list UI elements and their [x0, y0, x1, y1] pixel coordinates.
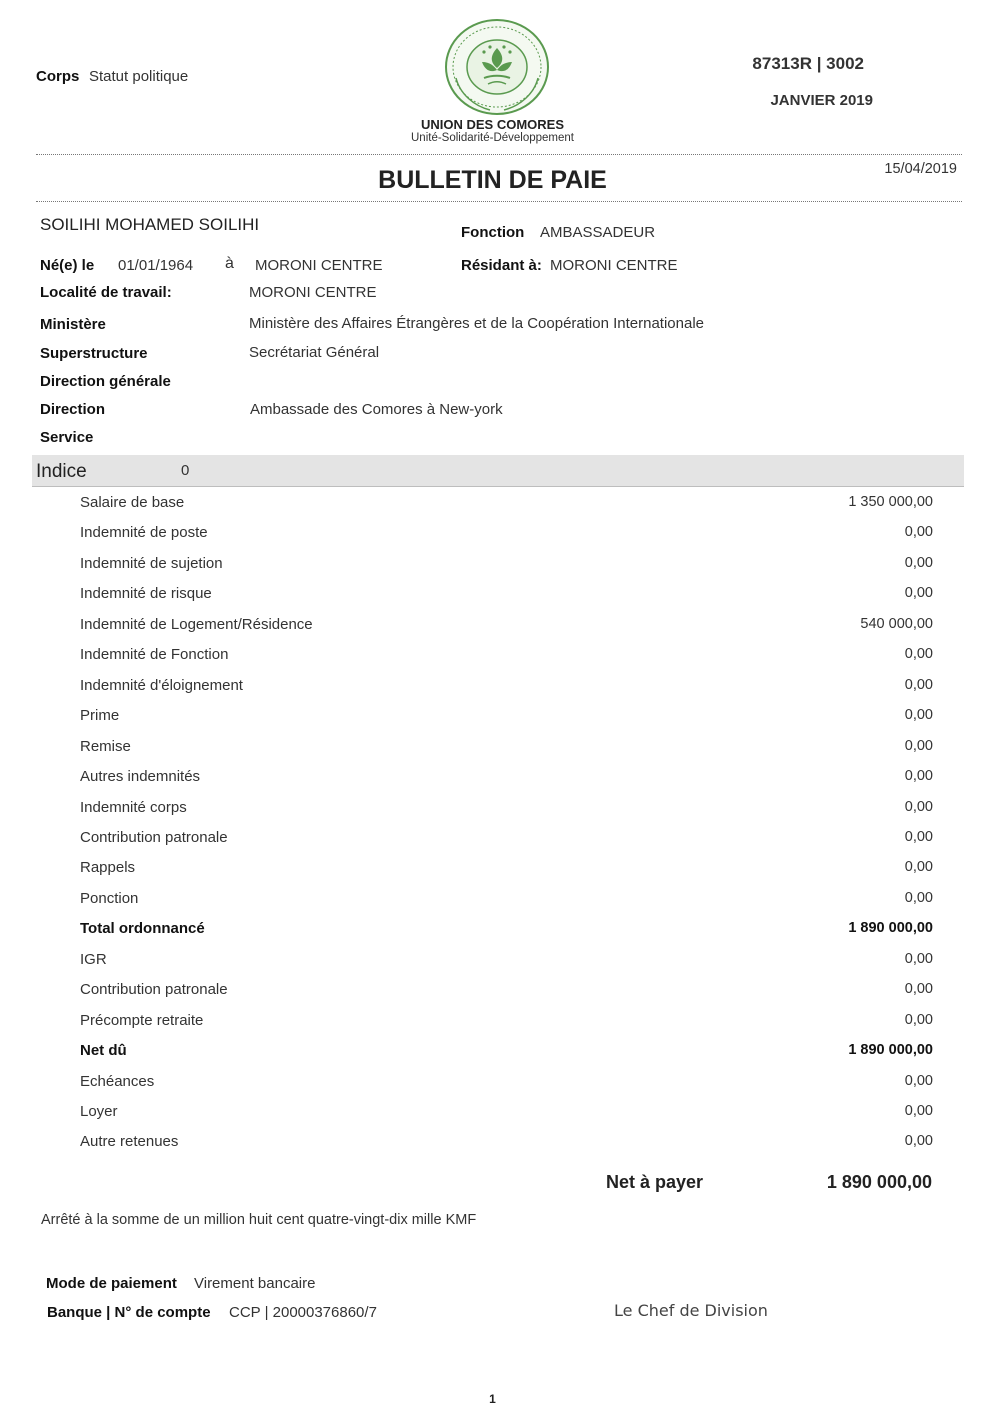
pay-line-amount: 0,00: [904, 676, 933, 693]
org-name: UNION DES COMORES: [420, 117, 564, 132]
pay-period: JANVIER 2019: [770, 92, 873, 109]
pay-line-label: Indemnité corps: [80, 798, 187, 816]
pay-line-label: Indemnité de poste: [80, 524, 208, 542]
indice-bar: [32, 455, 964, 487]
pay-line-label: Rappels: [80, 859, 136, 877]
national-emblem-seal-icon: [444, 18, 550, 116]
pay-line-label: Indemnité d'éloignement: [80, 676, 243, 694]
pay-line-label: Loyer: [80, 1103, 118, 1120]
pay-line: [80, 585, 933, 605]
pay-line: [80, 738, 933, 758]
pay-line: [80, 1103, 933, 1123]
service-label: Service: [40, 429, 94, 446]
pay-line-amount: 1 350 000,00: [848, 494, 933, 510]
bank-label: Banque | N° de compte: [47, 1304, 211, 1321]
resident-label: Résidant à:: [461, 257, 542, 274]
direction-label: Direction: [40, 401, 106, 418]
fonction-label: Fonction: [461, 224, 525, 241]
direction-generale-label: Direction générale: [40, 373, 171, 390]
pay-line: [80, 1012, 933, 1032]
document-title: BULLETIN DE PAIE: [378, 166, 607, 194]
pay-line-amount: 0,00: [904, 707, 933, 724]
pay-line-amount: 0,00: [904, 1011, 933, 1028]
pay-line-label: Total ordonnancé: [80, 920, 205, 938]
org-motto: Unité-Solidarité-Développement: [411, 132, 574, 144]
pay-line: [80, 981, 933, 1001]
pay-line-amount: 0,00: [904, 859, 933, 876]
pay-line-label: Salaire de base: [80, 494, 185, 511]
pay-line: [80, 829, 933, 849]
signature-title: Le Chef de Division: [614, 1301, 768, 1320]
pay-line: [80, 859, 933, 879]
pay-line: [80, 707, 933, 727]
bank-value: CCP | 20000376860/7: [229, 1304, 377, 1321]
pay-line-amount: 0,00: [904, 554, 933, 571]
pay-line: [80, 890, 933, 910]
pay-line: [80, 951, 933, 971]
pay-line-amount: 0,00: [904, 1133, 933, 1150]
pay-line-amount: 0,00: [904, 646, 933, 663]
pay-line-label: Echéances: [80, 1072, 155, 1090]
ministere-value: Ministère des Affaires Étrangères et de la Coopération Internationale: [249, 315, 704, 332]
pay-line-label: Autres indemnités: [80, 768, 201, 786]
pay-line-amount: 1 890 000,00: [848, 920, 933, 937]
pay-line-label: Ponction: [80, 889, 139, 907]
employee-name: SOILIHI MOHAMED SOILIHI: [40, 215, 260, 234]
pay-line-amount: 0,00: [904, 1103, 933, 1119]
issue-date: 15/04/2019: [884, 161, 957, 177]
net-amount: 1 890 000,00: [826, 1172, 932, 1192]
pay-line-amount: 0,00: [904, 889, 933, 906]
pay-line-amount: 1 890 000,00: [848, 1042, 933, 1059]
pay-line-amount: 0,00: [904, 950, 933, 967]
page-number: 1: [489, 1392, 496, 1406]
corps-value: Statut politique: [89, 68, 189, 85]
pay-line-amount: 0,00: [904, 1072, 933, 1089]
born-date: 01/01/1964: [118, 257, 194, 274]
pay-line-label: Indemnité de risque: [80, 585, 212, 603]
pay-line-label: Net dû: [80, 1042, 127, 1060]
pay-line-amount: 0,00: [904, 524, 933, 541]
born-place: MORONI CENTRE: [255, 257, 383, 274]
pay-line-label: Précompte retraite: [80, 1011, 204, 1029]
payment-mode-value: Virement bancaire: [194, 1275, 316, 1292]
corps-label: Corps: [36, 68, 80, 85]
pay-line: [80, 1073, 933, 1093]
direction-value: Ambassade des Comores à New-york: [250, 401, 503, 418]
pay-line-amount: 0,00: [904, 828, 933, 845]
pay-line-label: Indemnité de Logement/Résidence: [80, 615, 313, 633]
born-at: à: [225, 255, 234, 272]
resident-value: MORONI CENTRE: [550, 257, 678, 274]
pay-line: [80, 646, 933, 666]
amount-in-words: Arrêté à la somme de un million huit cent quatre-vingt-dix mille KMF: [41, 1212, 477, 1228]
pay-line: [80, 1133, 933, 1153]
pay-line-amount: 0,00: [904, 768, 933, 785]
pay-line-label: Prime: [80, 707, 120, 725]
pay-line-label: Indemnité de sujetion: [80, 554, 223, 572]
pay-line-amount: 540 000,00: [860, 615, 933, 632]
pay-line-label: Remise: [80, 737, 131, 755]
pay-line-amount: 0,00: [904, 737, 933, 754]
pay-line-label: Contribution patronale: [80, 828, 228, 846]
localite-value: MORONI CENTRE: [249, 284, 377, 301]
indice-label: Indice: [36, 461, 87, 482]
superstructure-label: Superstructure: [40, 345, 148, 362]
pay-line: [80, 677, 933, 697]
pay-line: [80, 524, 933, 544]
indice-value: 0: [181, 462, 190, 479]
pay-line: [80, 799, 933, 819]
pay-line-label: Contribution patronale: [80, 981, 228, 999]
pay-line: [80, 616, 933, 636]
pay-line: [80, 555, 933, 575]
pay-line: [80, 768, 933, 788]
pay-line-amount: 0,00: [904, 585, 933, 602]
fonction-value: AMBASSADEUR: [540, 224, 656, 241]
pay-line-amount: 0,00: [904, 798, 933, 815]
pay-line-label: Autre retenues: [80, 1133, 179, 1151]
header-divider: [36, 154, 962, 155]
pay-line-label: Indemnité de Fonction: [80, 646, 229, 664]
net-label: Net à payer: [606, 1172, 704, 1192]
born-label: Né(e) le: [40, 257, 95, 274]
matricule: 87313R | 3002: [752, 54, 864, 73]
pay-line: [80, 494, 933, 514]
payment-mode-label: Mode de paiement: [46, 1275, 177, 1292]
superstructure-value: Secrétariat Général: [249, 344, 380, 361]
title-divider: [36, 201, 962, 202]
ministere-label: Ministère: [40, 316, 106, 333]
pay-line-label: IGR: [80, 950, 107, 968]
pay-line: [80, 1042, 933, 1062]
pay-line-amount: 0,00: [904, 981, 933, 998]
pay-line: [80, 920, 933, 940]
localite-label: Localité de travail:: [40, 284, 172, 301]
